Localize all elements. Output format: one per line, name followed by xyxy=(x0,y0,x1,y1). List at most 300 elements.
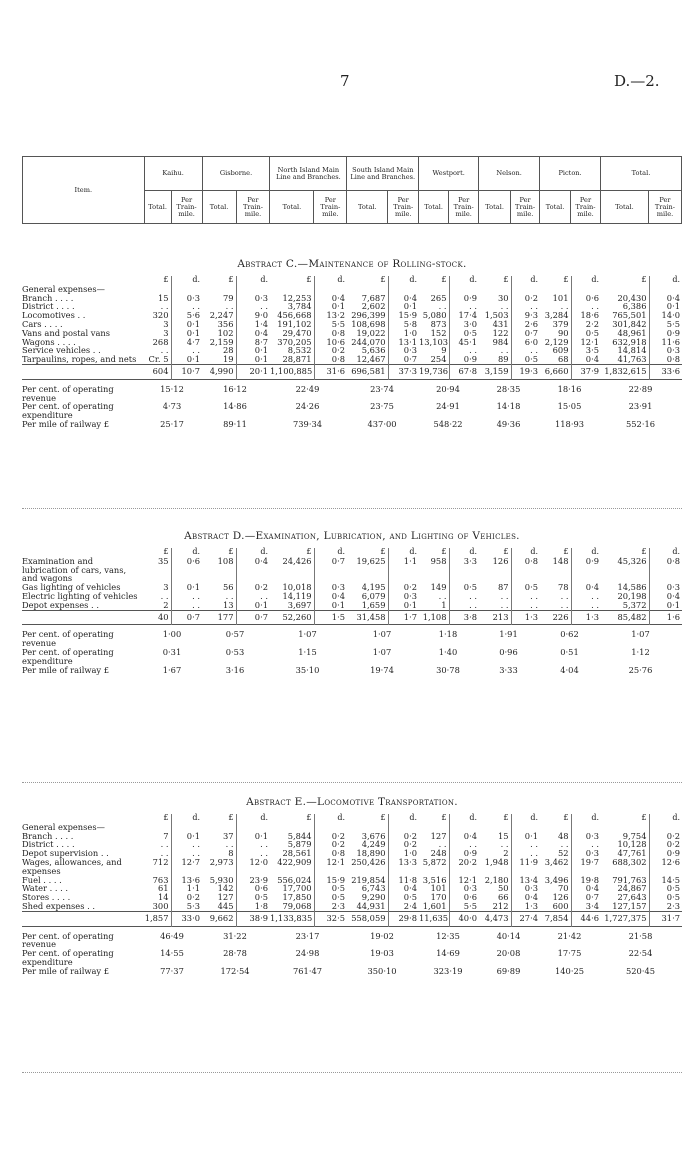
value-cell: 78 xyxy=(540,583,571,592)
value-cell: 18·6 xyxy=(580,310,599,321)
value-cell: . . xyxy=(591,590,599,601)
value-cell: 11·9 xyxy=(519,856,538,867)
value-cell: 1·4 xyxy=(254,318,268,329)
row-label: Tarpaulins, ropes, and nets xyxy=(22,354,137,365)
total-cell: 1·7 xyxy=(388,610,419,625)
value-cell: 1,948 xyxy=(479,858,511,876)
total-cell: 67·8 xyxy=(449,364,479,379)
total-row xyxy=(22,911,682,926)
value-cell: 12·7 xyxy=(181,856,200,867)
ratio-value: 520·45 xyxy=(625,965,656,976)
total-cell: 27·4 xyxy=(511,911,540,926)
ratio-value: 4·73 xyxy=(162,401,182,412)
table-row xyxy=(22,893,682,902)
value-cell: 5·5 xyxy=(463,900,477,911)
value-cell: 0·2 xyxy=(331,830,345,841)
value-cell: 0·5 xyxy=(666,892,680,903)
value-cell: 0·4 xyxy=(666,590,680,601)
value-cell: 102 xyxy=(202,329,236,338)
value-cell: 212 xyxy=(479,902,511,911)
value-cell: 0·8 xyxy=(331,848,345,859)
unit-cell: d. xyxy=(469,547,477,556)
value-cell: 13·1 xyxy=(398,336,417,347)
value-cell: . . xyxy=(202,302,236,311)
unit-cell: £ xyxy=(601,814,649,823)
total-cell: 1·3 xyxy=(571,610,601,625)
total-cell: 37·9 xyxy=(571,364,601,379)
value-cell: 0·3 xyxy=(403,345,417,356)
value-cell: 688,302 xyxy=(601,858,649,876)
row-label: Wages, allowances, and expenses xyxy=(22,856,122,876)
value-cell: 3,697 xyxy=(270,601,314,610)
value-cell: . . xyxy=(530,848,538,859)
total-cell: 4,990 xyxy=(202,364,236,379)
unit-cell: d. xyxy=(530,547,538,556)
value-cell: 0·2 xyxy=(254,582,268,593)
total-cell: 31,458 xyxy=(347,610,388,625)
unit-cell: d. xyxy=(409,813,417,822)
ratio-row xyxy=(22,625,682,648)
ratio-row xyxy=(22,967,682,976)
value-cell: 0·7 xyxy=(585,892,599,903)
abstract-d-section xyxy=(22,530,682,674)
value-cell: 0·9 xyxy=(463,848,477,859)
value-cell: 9·3 xyxy=(524,310,538,321)
value-cell: 0·6 xyxy=(186,555,200,566)
value-cell: 9·0 xyxy=(254,310,268,321)
value-cell: 4,195 xyxy=(347,583,388,592)
value-cell: 431 xyxy=(479,320,511,329)
total-cell: 40·0 xyxy=(449,911,479,926)
ratio-value: 20·08 xyxy=(496,948,521,959)
ratio-value: 23·75 xyxy=(370,401,394,412)
value-cell: 2·4 xyxy=(403,900,417,911)
value-cell: 0·5 xyxy=(254,892,268,903)
table-row xyxy=(22,858,682,876)
value-cell: 28 xyxy=(202,346,236,355)
ratio-value: 1·40 xyxy=(438,646,458,657)
value-cell: 0·5 xyxy=(666,883,680,894)
value-cell: . . xyxy=(192,590,200,601)
value-cell: 5·6 xyxy=(186,310,200,321)
ratio-value: 46·49 xyxy=(144,926,202,949)
unit-cell: d. xyxy=(260,275,268,284)
value-cell: 3,516 xyxy=(419,876,449,885)
unit-cell: £ xyxy=(540,276,571,285)
value-cell: 2,602 xyxy=(347,302,388,311)
unit-cell: £ xyxy=(540,548,571,557)
value-cell: 6,743 xyxy=(347,884,388,893)
total-cell: 6,660 xyxy=(540,364,571,379)
ratio-value: 22·54 xyxy=(628,948,653,959)
value-cell: 12·1 xyxy=(326,856,345,867)
value-cell: 0·8 xyxy=(524,555,538,566)
abstract-e-section xyxy=(22,796,682,976)
value-cell: . . xyxy=(530,599,538,610)
value-cell: 1·3 xyxy=(524,900,538,911)
value-cell: 356 xyxy=(202,320,236,329)
unit-cell: d. xyxy=(409,547,417,556)
unit-cell: d. xyxy=(192,813,200,822)
total-cell: 1·6 xyxy=(649,610,682,625)
ratio-value: 0·62 xyxy=(540,625,601,648)
value-cell: 152 xyxy=(419,329,449,338)
value-cell: . . xyxy=(479,592,511,601)
value-cell: 0·2 xyxy=(524,292,538,303)
row-label: Branch . . . . xyxy=(22,292,74,303)
unit-cell: £ xyxy=(601,276,649,285)
value-cell: 68 xyxy=(540,355,571,364)
ratio-value: 4·04 xyxy=(560,664,579,675)
ratio-value: 20·94 xyxy=(419,379,479,402)
total-subheader: Total. xyxy=(419,191,449,224)
ratio-value: 19·02 xyxy=(347,926,419,949)
table-row xyxy=(22,876,682,885)
total-subheader: Total. xyxy=(144,191,171,224)
ratio-label: Per mile of railway £ xyxy=(22,418,110,429)
label-cell xyxy=(22,911,144,926)
table-row xyxy=(22,320,682,329)
unit-cell: £ xyxy=(419,276,449,285)
value-cell: . . xyxy=(540,592,571,601)
ratio-value: 1·12 xyxy=(631,646,650,657)
ratio-value: 23·91 xyxy=(628,401,653,412)
item-column-header: Item. xyxy=(23,157,145,224)
ratio-value: 28·78 xyxy=(223,948,247,959)
unit-cell: £ xyxy=(347,548,388,557)
table-row xyxy=(22,840,682,849)
value-cell: 0·4 xyxy=(403,883,417,894)
value-cell: . . xyxy=(260,839,268,850)
value-cell: 0·1 xyxy=(331,301,345,312)
value-cell: . . xyxy=(540,302,571,311)
value-cell: 148 xyxy=(540,557,571,583)
total-subheader: Total. xyxy=(601,191,649,224)
row-label: Shed expenses . . xyxy=(22,900,96,911)
value-cell: . . xyxy=(540,601,571,610)
value-cell: 28,871 xyxy=(270,355,314,364)
value-cell: 984 xyxy=(479,338,511,347)
ratio-value: 140·25 xyxy=(554,965,585,976)
value-cell: 70 xyxy=(540,884,571,893)
value-cell: 191,102 xyxy=(270,320,314,329)
value-cell: 79 xyxy=(202,294,236,303)
unit-cell: £ xyxy=(540,814,571,823)
ratio-value: 1·07 xyxy=(372,646,392,657)
value-cell: 2 xyxy=(144,601,171,610)
ratio-value: 14·18 xyxy=(496,401,521,412)
row-label: Vans and postal vans xyxy=(22,327,111,338)
total-cell: 1,133,835 xyxy=(270,911,314,926)
ratio-value: 89·11 xyxy=(223,418,247,429)
total-cell: 19,736 xyxy=(419,364,449,379)
total-cell: 1,832,615 xyxy=(601,364,649,379)
value-cell: 0·1 xyxy=(186,354,200,365)
value-cell: 9,290 xyxy=(347,893,388,902)
value-cell: 30 xyxy=(479,294,511,303)
value-cell: 0·4 xyxy=(331,590,345,601)
ratio-value: 552·16 xyxy=(625,418,656,429)
unit-cell: d. xyxy=(591,275,599,284)
unit-cell: £ xyxy=(601,548,649,557)
divider xyxy=(22,782,682,783)
ratio-value: 3·16 xyxy=(225,664,245,675)
total-cell: 33·6 xyxy=(649,364,682,379)
value-cell: 0·1 xyxy=(331,599,345,610)
value-cell: 2,129 xyxy=(540,338,571,347)
value-cell: 13 xyxy=(202,601,236,610)
value-cell: . . xyxy=(469,345,477,356)
total-cell: 20·1 xyxy=(236,364,270,379)
value-cell: 0·3 xyxy=(666,582,680,593)
unit-cell: d. xyxy=(192,547,200,556)
unit-cell: d. xyxy=(337,275,345,284)
value-cell: 0·5 xyxy=(585,327,599,338)
value-cell: 0·3 xyxy=(403,590,417,601)
value-cell: 5,872 xyxy=(419,858,449,876)
value-cell: 0·1 xyxy=(254,599,268,610)
ratio-value: 1·18 xyxy=(419,625,479,648)
value-cell: 0·3 xyxy=(186,292,200,303)
value-cell: . . xyxy=(591,301,599,312)
value-cell: 1·0 xyxy=(403,848,417,859)
value-cell: 66 xyxy=(479,893,511,902)
value-cell: 149 xyxy=(419,583,449,592)
ratio-value: 0·57 xyxy=(202,625,270,648)
value-cell: 0·5 xyxy=(331,883,345,894)
table-row xyxy=(22,832,682,841)
ratio-value: 24·91 xyxy=(436,401,460,412)
unit-cell: d. xyxy=(469,813,477,822)
total-row xyxy=(22,364,682,379)
value-cell: 445 xyxy=(202,902,236,911)
value-cell: 0·1 xyxy=(254,345,268,356)
value-cell: 52 xyxy=(540,849,571,858)
value-cell: 3·5 xyxy=(585,345,599,356)
ratio-value: 18·16 xyxy=(540,379,601,402)
value-cell: . . xyxy=(144,840,171,849)
ratio-value: 350·10 xyxy=(367,965,397,976)
unit-cell: £ xyxy=(202,276,236,285)
ratio-value: 14·69 xyxy=(436,948,460,959)
value-cell: . . xyxy=(144,346,171,355)
row-label: Locomotives . . xyxy=(22,310,86,321)
value-cell: 0·4 xyxy=(463,830,477,841)
ratio-value: 28·35 xyxy=(479,379,540,402)
ratio-value: 0·31 xyxy=(162,646,182,657)
total-cell: 0·7 xyxy=(236,610,270,625)
total-cell: 1,108 xyxy=(419,610,449,625)
value-cell: 6,079 xyxy=(347,592,388,601)
value-cell: 5·5 xyxy=(331,318,345,329)
ratio-value: 23·74 xyxy=(347,379,419,402)
value-cell: 20·2 xyxy=(458,856,477,867)
value-cell: 0·7 xyxy=(524,327,538,338)
value-cell: 17·4 xyxy=(458,310,477,321)
total-cell: 31·6 xyxy=(314,364,347,379)
value-cell: . . xyxy=(469,590,477,601)
unit-cell: £ xyxy=(270,276,314,285)
row-label: General expenses— xyxy=(22,283,105,294)
value-cell: 10·6 xyxy=(326,336,345,347)
ratio-value: 0·51 xyxy=(560,646,579,657)
value-cell: 24,426 xyxy=(270,557,314,583)
value-cell: 23·9 xyxy=(249,874,268,885)
total-cell: 177 xyxy=(202,610,236,625)
page-reference: D.—2. xyxy=(614,72,660,90)
table-row xyxy=(22,884,682,893)
total-cell: 4,473 xyxy=(479,911,511,926)
value-cell: 301,842 xyxy=(601,320,649,329)
value-cell: 0·7 xyxy=(403,354,417,365)
total-cell: 32·5 xyxy=(314,911,347,926)
abstract-title: Abstract D.—Examination, Lubrication, and Lighting of Vehicles. xyxy=(184,530,520,542)
value-cell: 3,462 xyxy=(540,858,571,876)
value-cell: . . xyxy=(144,592,171,601)
value-cell: 763 xyxy=(144,876,171,885)
value-cell: 0·6 xyxy=(254,883,268,894)
ratio-row xyxy=(22,420,682,429)
table-row xyxy=(22,601,682,610)
value-cell: 0·9 xyxy=(463,354,477,365)
value-cell: 296,399 xyxy=(347,311,388,320)
value-cell: 14·5 xyxy=(661,874,680,885)
ratio-value: 12·35 xyxy=(419,926,479,949)
ratio-label: Per cent. of operating revenue xyxy=(22,926,144,949)
value-cell: 0·8 xyxy=(666,555,680,566)
total-cell: 1,857 xyxy=(144,911,171,926)
value-cell: 14,814 xyxy=(601,346,649,355)
value-cell: 45·1 xyxy=(458,336,477,347)
label-cell xyxy=(22,364,144,379)
ratio-value: 40·14 xyxy=(479,926,540,949)
unit-cell: £ xyxy=(270,548,314,557)
value-cell: 0·8 xyxy=(331,327,345,338)
value-cell: 0·2 xyxy=(403,582,417,593)
unit-cell: £ xyxy=(479,276,511,285)
value-cell: 17,850 xyxy=(270,893,314,902)
value-cell: . . xyxy=(144,302,171,311)
section-header: Kaihu. xyxy=(144,157,202,191)
value-cell: 3·4 xyxy=(585,900,599,911)
ratio-label: Per cent. of operating expenditure xyxy=(22,948,114,967)
unit-cell: £ xyxy=(479,548,511,557)
value-cell: Cr. 5 xyxy=(144,355,171,364)
row-label: Depot supervision . . xyxy=(22,848,109,859)
unit-cell: £ xyxy=(144,276,171,285)
value-cell: 0·1 xyxy=(186,830,200,841)
unit-cell: d. xyxy=(530,275,538,284)
per-train-mile-subheader: Per Train-mile. xyxy=(449,191,479,224)
total-cell: 33·0 xyxy=(171,911,202,926)
per-train-mile-subheader: Per Train-mile. xyxy=(236,191,270,224)
total-subheader: Total. xyxy=(347,191,388,224)
ratio-value: 19·74 xyxy=(370,664,394,675)
section-header: Nelson. xyxy=(479,157,540,191)
value-cell: 0·4 xyxy=(585,883,599,894)
value-cell: 50 xyxy=(479,884,511,893)
value-cell: 0·1 xyxy=(254,354,268,365)
value-cell: 48 xyxy=(540,832,571,841)
value-cell: 5,080 xyxy=(419,311,449,320)
total-subheader: Total. xyxy=(540,191,571,224)
value-cell: 11·8 xyxy=(398,874,417,885)
value-cell: 632,918 xyxy=(601,338,649,347)
value-cell: . . xyxy=(479,302,511,311)
value-cell: . . xyxy=(469,301,477,312)
value-cell: 7,687 xyxy=(347,294,388,303)
page-number: 7 xyxy=(340,72,350,90)
value-cell: 15·9 xyxy=(326,874,345,885)
ratio-row xyxy=(22,379,682,402)
value-cell: 1,503 xyxy=(479,311,511,320)
value-cell: 958 xyxy=(419,557,449,583)
value-cell: 13,103 xyxy=(419,336,449,347)
value-cell: 0·1 xyxy=(403,301,417,312)
value-cell: 29,470 xyxy=(270,329,314,338)
value-cell: 244,070 xyxy=(347,338,388,347)
ratio-value: 1·15 xyxy=(298,646,317,657)
table-row xyxy=(22,902,682,911)
total-cell: 10·7 xyxy=(171,364,202,379)
value-cell: 18,890 xyxy=(347,849,388,858)
value-cell: 6·0 xyxy=(524,336,538,347)
ratio-label: Per mile of railway £ xyxy=(22,664,110,675)
value-cell: 127 xyxy=(202,893,236,902)
ratio-value: 23·17 xyxy=(270,926,347,949)
value-cell: 61 xyxy=(144,884,171,893)
unit-cell: d. xyxy=(530,813,538,822)
value-cell: . . xyxy=(202,592,236,601)
value-cell: 370,205 xyxy=(270,338,314,347)
total-cell: 0·7 xyxy=(171,610,202,625)
ratio-value: 1·00 xyxy=(144,625,202,648)
value-cell: 19,625 xyxy=(347,557,388,583)
unit-cell: d. xyxy=(409,275,417,284)
value-cell: . . xyxy=(419,840,449,849)
ratio-row xyxy=(22,648,682,666)
total-cell: 1,727,375 xyxy=(601,911,649,926)
ratio-label: Per cent. of operating expenditure xyxy=(22,646,114,666)
row-label: Service vehicles . . xyxy=(22,345,101,356)
divider xyxy=(22,1072,682,1073)
unit-cell: £ xyxy=(144,548,171,557)
value-cell: 19·7 xyxy=(580,856,599,867)
per-train-mile-subheader: Per Train-mile. xyxy=(314,191,347,224)
value-cell: 1·1 xyxy=(186,883,200,894)
column-header-table xyxy=(22,156,682,224)
value-cell: 0·4 xyxy=(585,582,599,593)
value-cell: 101 xyxy=(419,884,449,893)
ratio-value: 21·42 xyxy=(540,926,601,949)
value-cell: 5,844 xyxy=(270,832,314,841)
ratio-label: Per mile of railway £ xyxy=(22,965,110,976)
value-cell: . . xyxy=(469,599,477,610)
value-cell: 0·3 xyxy=(254,292,268,303)
value-cell: . . xyxy=(260,848,268,859)
value-cell: 0·2 xyxy=(403,839,417,850)
total-cell: 19·3 xyxy=(511,364,540,379)
total-cell: 85,482 xyxy=(601,610,649,625)
value-cell: 0·5 xyxy=(463,582,477,593)
row-label: Branch . . . . xyxy=(22,830,74,841)
value-cell: 2,247 xyxy=(202,311,236,320)
value-cell: 0·5 xyxy=(524,354,538,365)
value-cell: . . xyxy=(419,592,449,601)
ratio-value: 1·67 xyxy=(162,664,182,675)
ratio-row xyxy=(22,926,682,949)
ratio-value: 15·12 xyxy=(144,379,202,402)
